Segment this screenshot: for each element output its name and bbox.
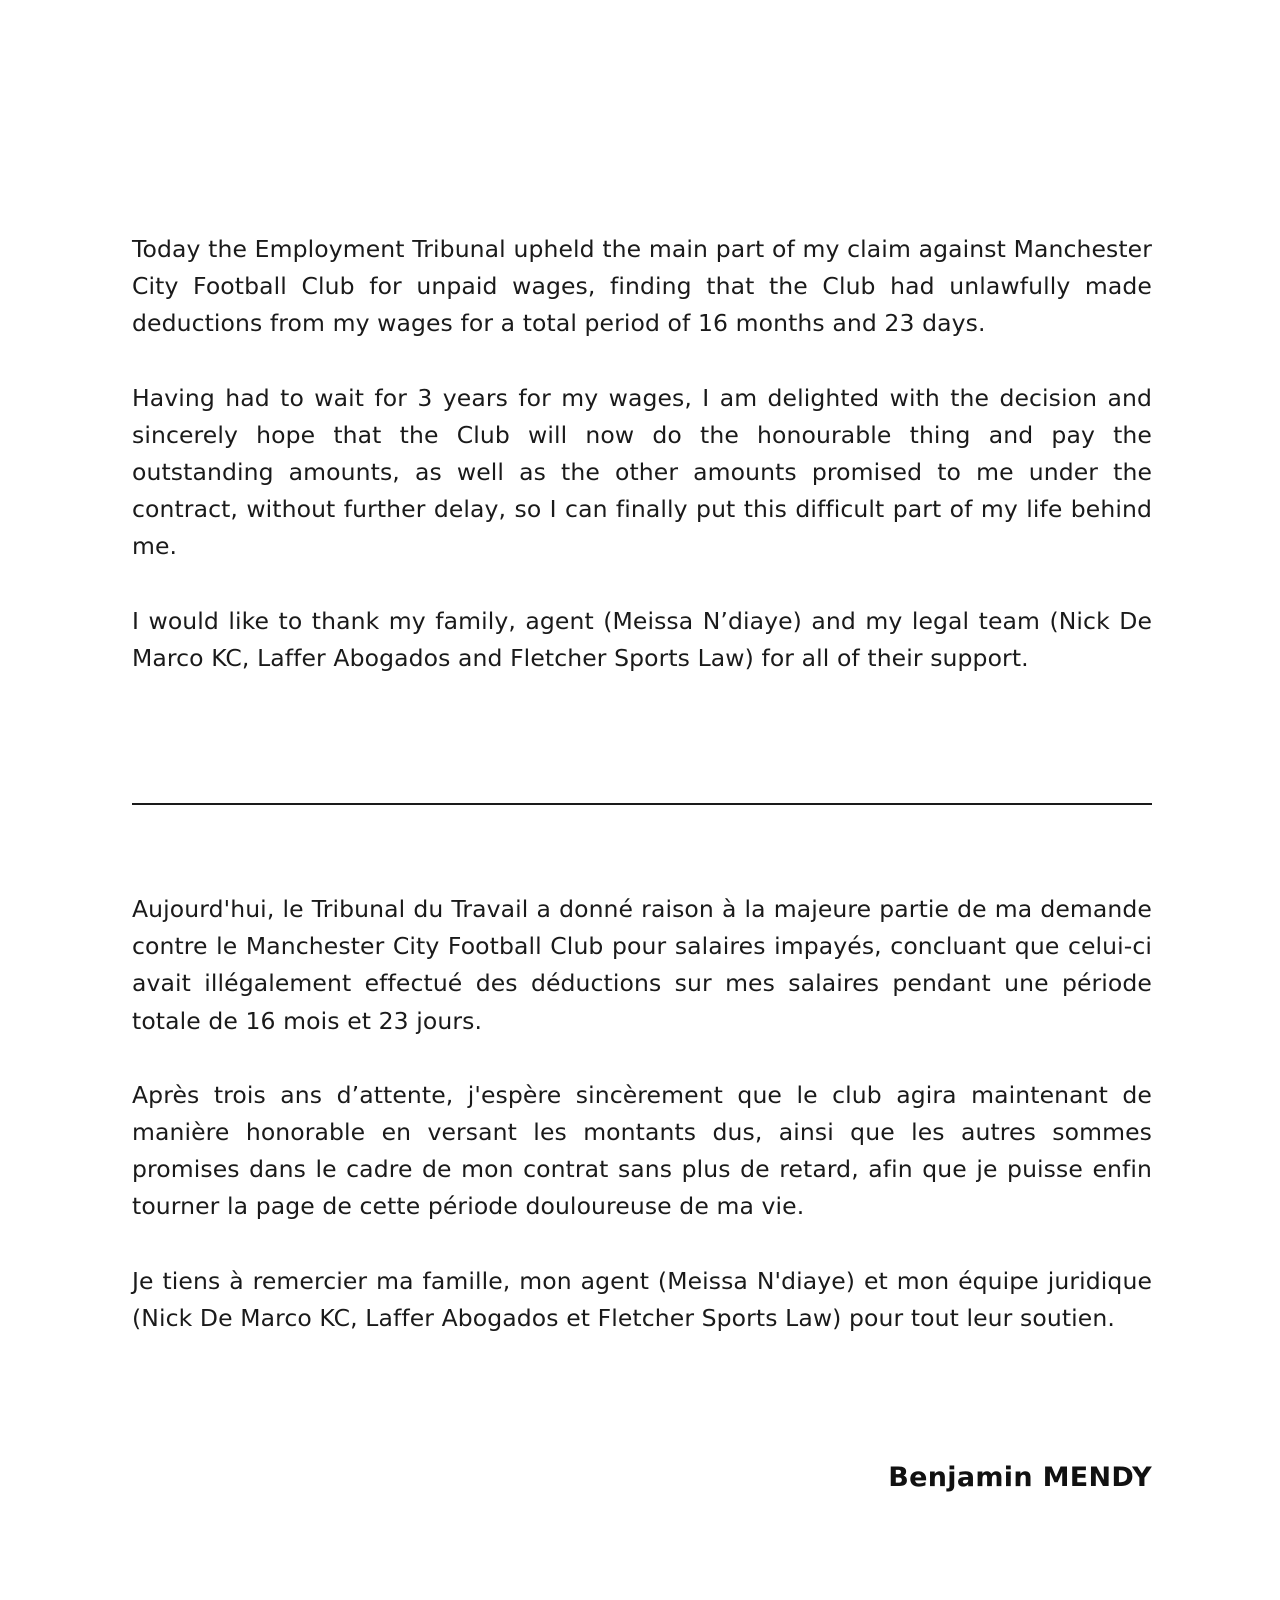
english-paragraph-2: Having had to wait for 3 years for my wages, I am delighted with the decision and sincerely hope that the Club will now do the honourable thing and pay the outstanding amounts, as well as the other amounts promised to me under the contract, without further delay, so I can finally put this difficult part of my life behind me. [132, 383, 1152, 561]
english-paragraph-1: Today the Employment Tribunal upheld the main part of my claim against Manchester City Football Club for unpaid wages, finding that the Club had unlawfully made deductions from my wages for a total period of 16 months and 23 days. [132, 235, 1152, 338]
french-paragraph-1: Aujourd'hui, le Tribunal du Travail a donné raison à la majeure partie de ma demande contre le Manchester City Football Club pour salaires impayés, concluant que celui-ci avait illégalement effectué des déductions sur mes salaires pendant une période totale de 16 mois et 23 jours. [132, 895, 1152, 1035]
english-statement [132, 231, 1152, 677]
french-paragraph-2: Après trois ans d’attente, j'espère sincèrement que le club agira maintenant de manière honorable en versant les montants dus, ainsi que les autres sommes promises dans le cadre de mon contrat sans plus de retard, afin que je puisse enfin tourner la page de cette période douloureuse de ma vie. [132, 1080, 1152, 1221]
french-statement [132, 891, 1152, 1337]
english-paragraph-3: I would like to thank my family, agent (Meissa N’diaye) and my legal team (Nick De Marco KC, Laffer Abogados and Fletcher Sports Law) for all of their support. [132, 606, 1152, 672]
language-divider [132, 803, 1152, 805]
signature-name: Benjamin MENDY [888, 1462, 1152, 1493]
french-paragraph-3: Je tiens à remercier ma famille, mon agent (Meissa N'diaye) et mon équipe juridique (Nick De Marco KC, Laffer Abogados et Fletcher Sports Law) pour tout leur soutien. [132, 1266, 1152, 1332]
